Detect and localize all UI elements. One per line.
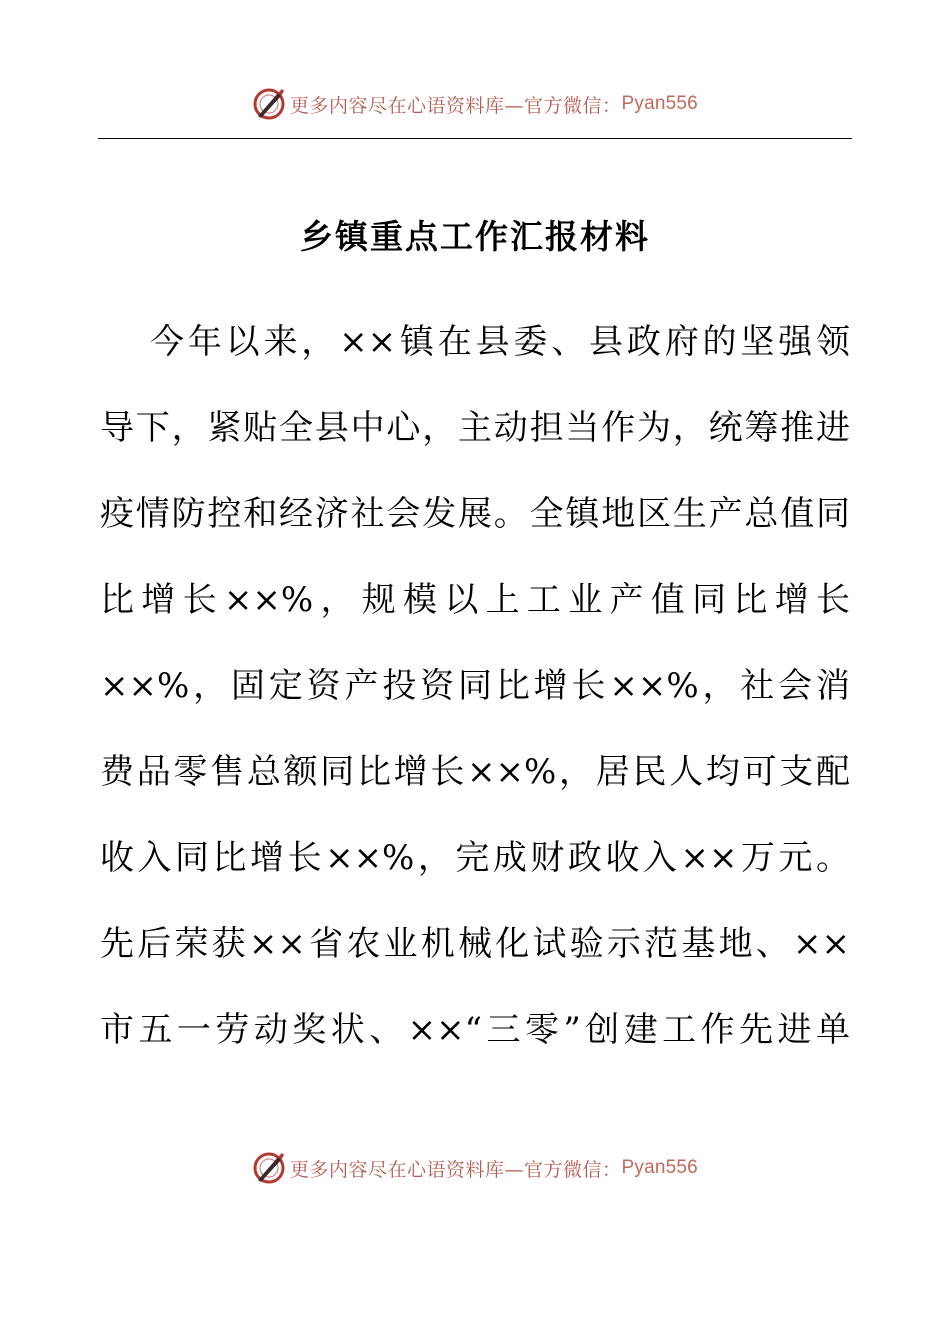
footer-slogan: 更多内容尽在心语资料库—官方微信： bbox=[290, 1158, 622, 1181]
pen-logo-icon bbox=[252, 1151, 286, 1185]
body-line: 先后荣获××省农业机械化试验示范基地、×× bbox=[100, 924, 850, 964]
footer-wechat-id: Pyan556 bbox=[621, 1157, 698, 1178]
document-title: 乡镇重点工作汇报材料 bbox=[300, 217, 650, 256]
body-line: 市五一劳动奖状、××“三零”创建工作先进单 bbox=[100, 1010, 850, 1050]
body-line: 收入同比增长××%，完成财政收入××万元。 bbox=[100, 838, 850, 878]
body-line: 疫情防控和经济社会发展。全镇地区生产总值同 bbox=[100, 494, 850, 534]
body-line: 导下，紧贴全县中心，主动担当作为，统筹推进 bbox=[100, 408, 850, 448]
footer-watermark bbox=[0, 1148, 950, 1188]
header-watermark bbox=[0, 84, 950, 124]
body-line: ××%，固定资产投资同比增长××%，社会消 bbox=[100, 666, 850, 706]
header-wechat-id: Pyan556 bbox=[621, 93, 698, 114]
body-line: 比增长××%，规模以上工业产值同比增长 bbox=[100, 580, 850, 620]
document-body bbox=[100, 312, 850, 1086]
pen-logo-icon bbox=[252, 87, 286, 121]
header-slogan: 更多内容尽在心语资料库—官方微信： bbox=[290, 94, 622, 117]
body-line: 费品零售总额同比增长××%，居民人均可支配 bbox=[100, 752, 850, 792]
body-line: 今年以来，××镇在县委、县政府的坚强领 bbox=[150, 322, 850, 362]
header-divider bbox=[98, 138, 852, 139]
